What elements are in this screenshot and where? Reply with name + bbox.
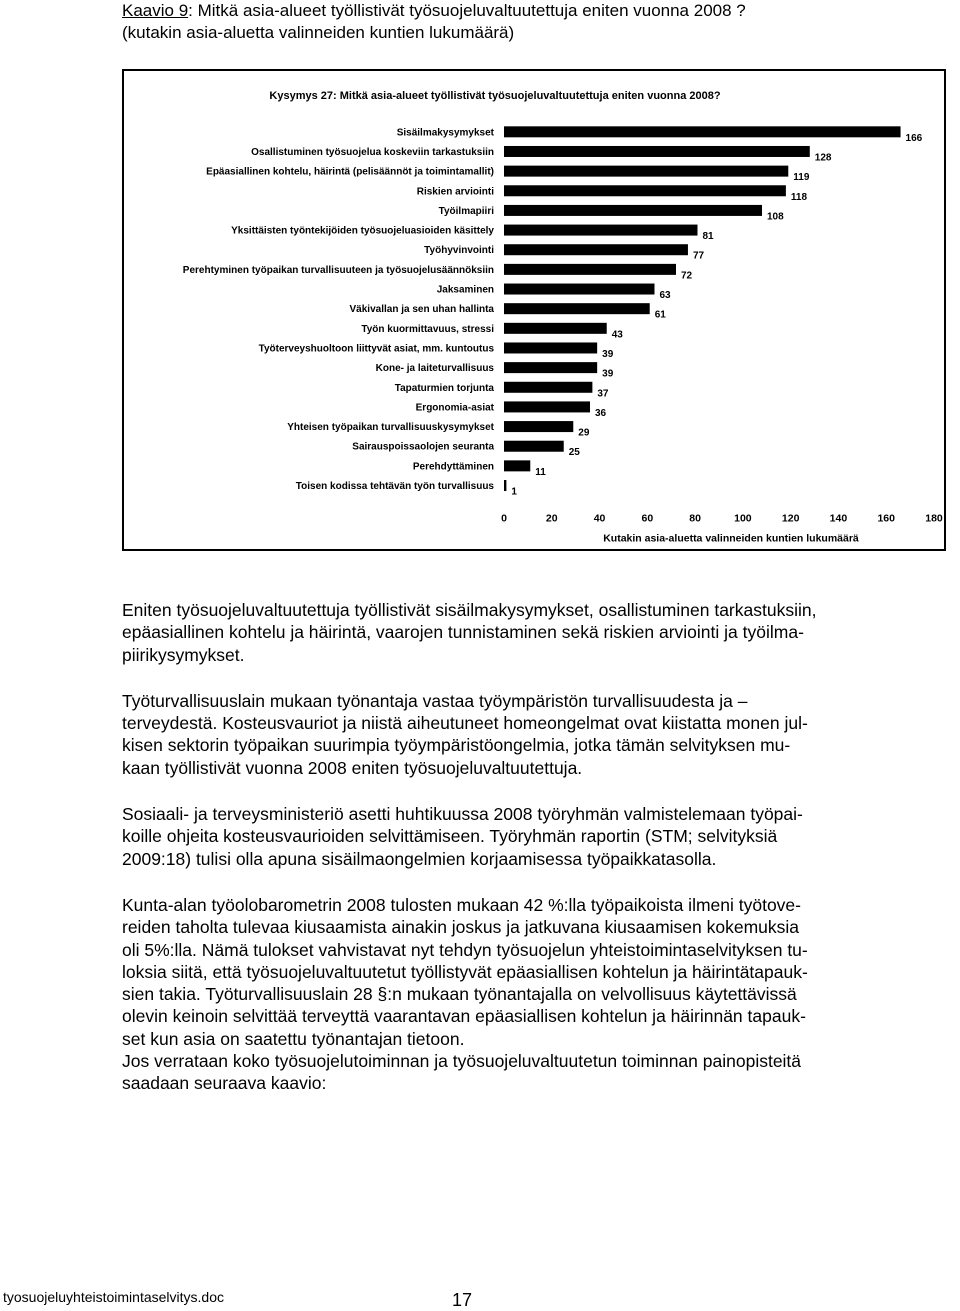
- category-label: Työilmapiiri: [438, 205, 494, 217]
- category-label: Työn kuormittavuus, stressi: [361, 323, 494, 335]
- category-label: Perehdyttäminen: [412, 461, 494, 473]
- text-line: Työturvallisuuslain mukaan työnantaja vastaa työympäristön turvallisuudesta ja –: [122, 690, 748, 711]
- data-label: 61: [654, 309, 666, 321]
- bar: [504, 323, 607, 334]
- category-label: Kone- ja laiteturvallisuus: [375, 363, 494, 375]
- data-label: 43: [611, 329, 623, 341]
- x-tick-label: 120: [781, 512, 800, 525]
- category-label: Ergonomia-asiat: [415, 402, 494, 414]
- body-text: [122, 599, 922, 1095]
- category-label: Toisen kodissa tehtävän työn turvallisuus: [295, 481, 494, 493]
- bar: [504, 205, 762, 216]
- text-line: loksia siitä, että työsuojeluvaltuutetut työllistyvät epäasiallisen kohtelun ja häirintätapauk-: [122, 961, 808, 982]
- bar: [504, 146, 810, 157]
- caption-line-1: [122, 0, 746, 22]
- bar: [504, 342, 597, 353]
- x-axis-label: Kutakin asia-aluetta valinneiden kuntien lukumäärä: [603, 532, 859, 545]
- data-label: 108: [767, 211, 784, 223]
- x-tick-label: 0: [501, 512, 507, 525]
- category-label: Sairauspoissaolojen seuranta: [352, 441, 494, 453]
- bar: [504, 264, 676, 275]
- bar: [504, 303, 650, 314]
- category-label: Osallistuminen työsuojelua koskeviin tarkastuksiin: [251, 146, 494, 158]
- data-label: 36: [595, 407, 607, 419]
- text-line: terveydestä. Kosteusvauriot ja niistä aiheutuneet homeongelmat ovat kiistatta monen jul-: [122, 713, 808, 734]
- bar: [504, 126, 901, 137]
- category-label: Perehtyminen työpaikan turvallisuuteen ja työsuojelusäännöksiin: [182, 264, 494, 276]
- bar: [504, 166, 788, 177]
- bar: [504, 284, 655, 295]
- data-label: 39: [602, 348, 614, 360]
- paragraph-4: [122, 894, 922, 1095]
- chart-frame: [122, 69, 946, 551]
- data-label: 1: [511, 486, 517, 498]
- x-tick-label: 140: [829, 512, 848, 525]
- bar: [504, 382, 592, 393]
- bar: [504, 362, 597, 373]
- text-line: piirikysymykset.: [122, 644, 245, 665]
- caption-text: : Mitkä asia-alueet työllistivät työsuojeluvaltuutettuja eniten vuonna 2008 ?: [188, 1, 746, 20]
- category-label: Riskien arviointi: [416, 186, 494, 198]
- text-line: Eniten työsuojeluvaltuutettuja työllistivät sisäilmakysymykset, osallistuminen tarkastuksiin,: [122, 600, 817, 620]
- bar: [504, 401, 590, 412]
- chart-title: Kysymys 27: Mitkä asia-alueet työllistivät työsuojeluvaltuutettuja eniten vuonna 2008?: [269, 90, 721, 102]
- category-label: Työhyvinvointi: [424, 245, 494, 257]
- text-line: kaan työllistivät vuonna 2008 eniten työsuojeluvaltuutettuja.: [122, 757, 583, 778]
- x-tick-label: 20: [545, 512, 558, 525]
- text-line: Sosiaali- ja terveysministeriö asetti huhtikuussa 2008 työryhmän valmistelemaan työpai-: [122, 804, 803, 825]
- data-label: 37: [597, 388, 609, 400]
- data-label: 11: [535, 466, 546, 478]
- figure-caption: [122, 0, 746, 44]
- data-label: 119: [793, 172, 810, 184]
- data-label: 118: [790, 191, 808, 203]
- footer-filename: tyosuojeluyhteistoimintaselvitys.doc: [3, 1289, 224, 1305]
- data-label: 72: [681, 270, 693, 282]
- text-line: reiden taholta tulevaa kiusaamista ainakin joskus ja jatkuvana kiusaamisen kokemuksia: [122, 917, 800, 938]
- data-label: 81: [702, 231, 714, 243]
- text-line: Jos verrataan koko työsuojelutoiminnan ja työsuojeluvaltuutetun toiminnan painopisteitä: [122, 1051, 802, 1072]
- category-label: Yksittäisten työntekijöiden työsuojeluasioiden käsittely: [231, 225, 494, 237]
- text-line: koille ohjeita kosteusvaurioiden selvittämiseen. Työryhmän raportin (STM; selvityksiä: [122, 826, 778, 847]
- paragraph-1: [122, 599, 922, 666]
- x-tick-label: 80: [689, 512, 701, 525]
- caption-line-2: (kutakin asia-aluetta valinneiden kuntien lukumäärä): [122, 23, 515, 42]
- text-line: Kunta-alan työolobarometrin 2008 tulosten mukaan 42 %:lla työpaikoista ilmeni työtove-: [122, 894, 801, 915]
- x-tick-label: 40: [593, 512, 606, 525]
- text-line: epäasiallinen kohtelu ja häirintä, vaarojen tunnistaminen sekä riskien arviointi ja työilma-: [122, 622, 804, 643]
- text-line: kisen sektorin työpaikan suurimpia työympäristöongelmia, jotka tämän selvityksen mu-: [122, 735, 791, 756]
- category-label: Jaksaminen: [436, 284, 494, 296]
- bar: [504, 441, 564, 452]
- category-label: Tapaturmien torjunta: [394, 382, 494, 394]
- category-label: Yhteisen työpaikan turvallisuuskysymykset: [287, 422, 494, 434]
- x-tick-label: 160: [877, 512, 895, 525]
- x-tick-label: 60: [641, 512, 654, 525]
- text-line: 2009:18) tulisi olla apuna sisäilmaongelmien korjaamisessa työpaikkatasolla.: [122, 848, 717, 869]
- paragraph-3: [122, 803, 922, 870]
- category-label: Väkivallan ja sen uhan hallinta: [349, 304, 494, 316]
- data-label: 128: [814, 152, 832, 164]
- data-label: 39: [602, 368, 614, 380]
- x-tick-label: 180: [925, 512, 943, 525]
- data-label: 63: [659, 290, 671, 302]
- bar: [504, 244, 688, 255]
- category-label: Sisäilmakysymykset: [396, 127, 494, 139]
- text-line: oli 5%:lla. Nämä tulokset vahvistavat nyt tehdyn työsuojelun yhteistoimintaselvityksen tu-: [122, 939, 808, 960]
- bar-chart: [124, 71, 944, 549]
- data-label: 166: [905, 132, 923, 144]
- text-line: saadaan seuraava kaavio:: [122, 1073, 327, 1094]
- x-tick-label: 100: [734, 512, 752, 525]
- caption-label[interactable]: Kaavio 9: [122, 1, 189, 20]
- text-line: olevin keinoin selvittää terveyttä vaarantavan epäasiallisen kohtelun ja häirinnän tapauk-: [122, 1006, 806, 1027]
- category-label: Epäasiallinen kohtelu, häirintä (pelisäännöt ja toimintamallit): [206, 166, 494, 178]
- text-line: set kun asia on saatettu työnantajan tietoon.: [122, 1028, 465, 1049]
- page-number: 17: [452, 1290, 473, 1310]
- data-label: 29: [578, 427, 590, 439]
- bar: [504, 460, 530, 471]
- bar: [504, 480, 506, 491]
- data-label: 25: [568, 447, 580, 459]
- category-label: Työterveyshuoltoon liittyvät asiat, mm. kuntoutus: [258, 343, 494, 355]
- data-label: 77: [692, 250, 705, 262]
- paragraph-2: [122, 690, 922, 779]
- bar: [504, 225, 698, 236]
- bar: [504, 421, 573, 432]
- bar: [504, 185, 786, 196]
- text-line: sien takia. Työturvallisuuslain 28 §:n mukaan työnantajalla on velvollisuus käytettävissä: [122, 984, 797, 1005]
